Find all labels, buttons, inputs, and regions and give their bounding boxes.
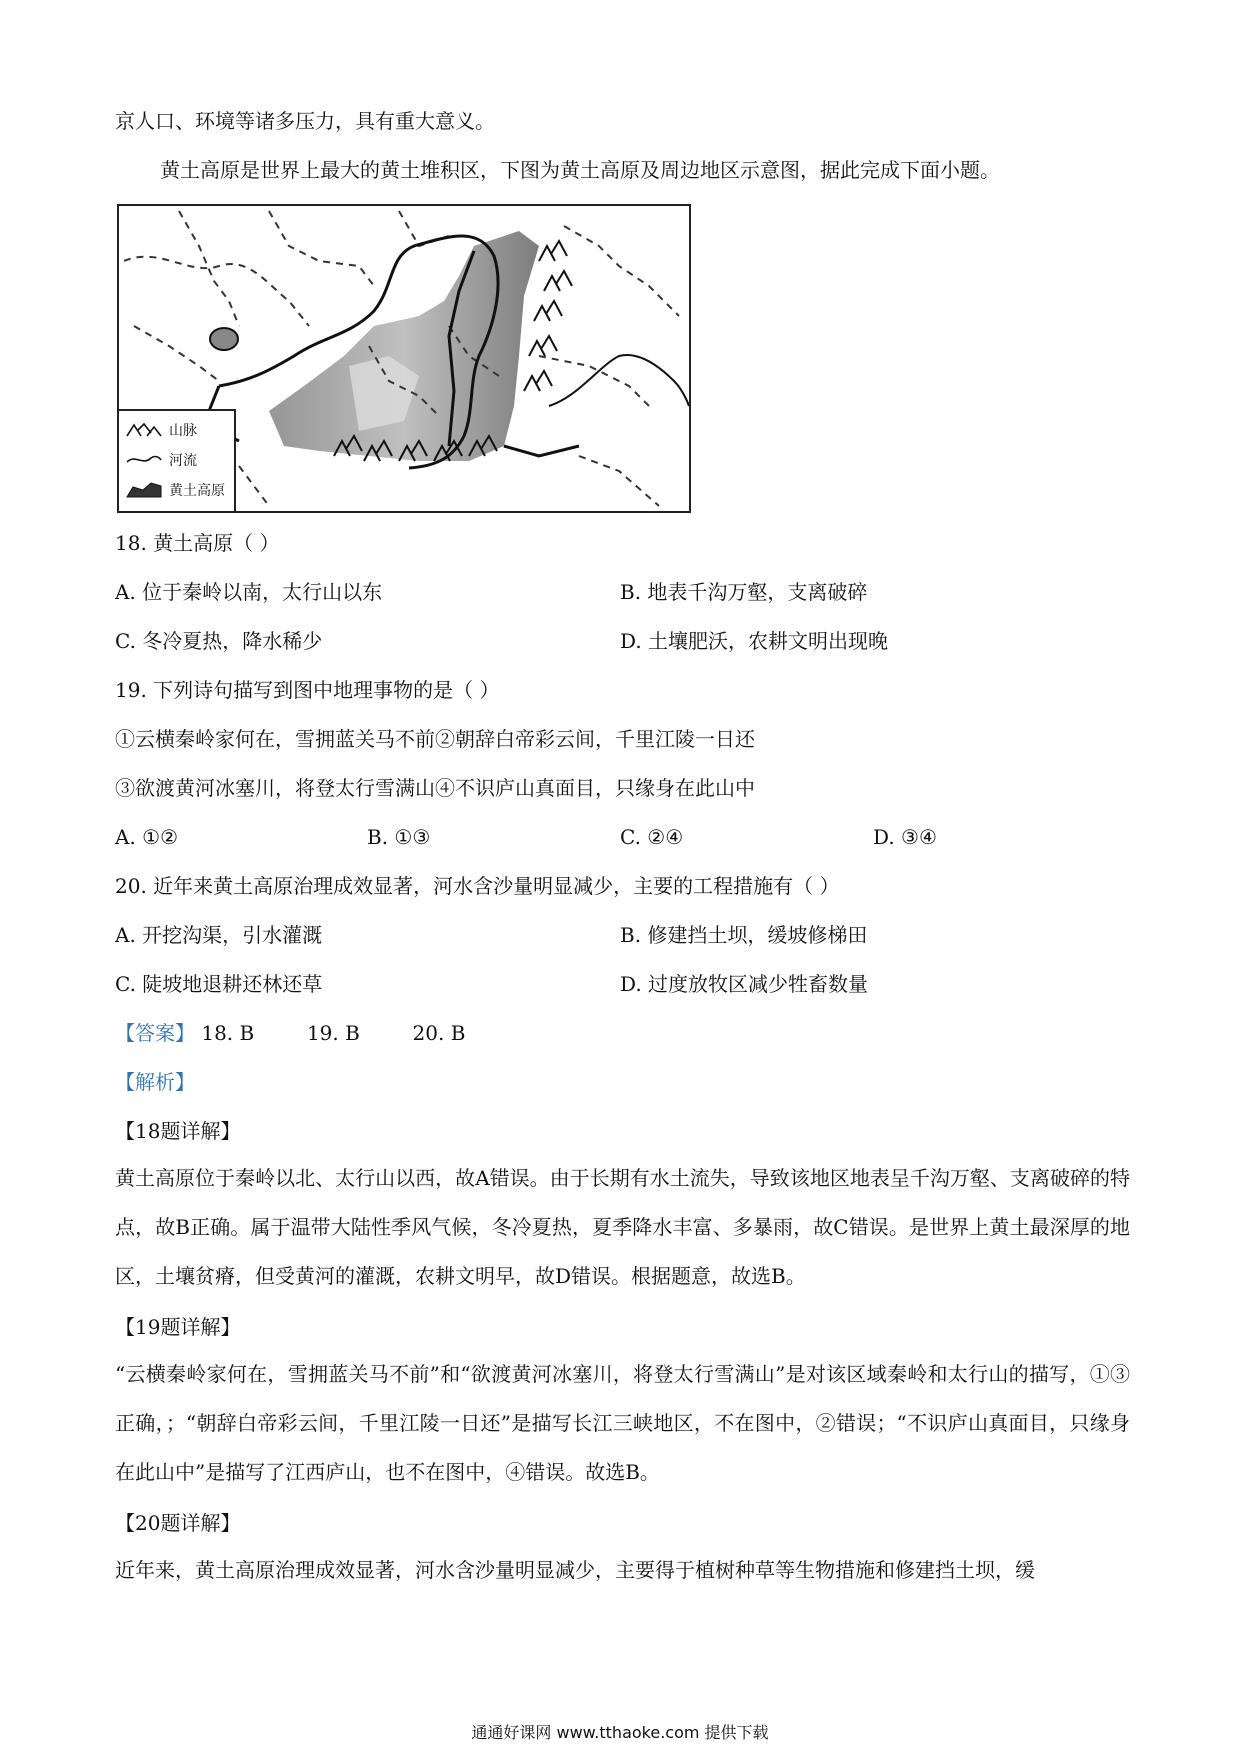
q20-option-a: A. 开挖沟渠，引水灌溉 (115, 923, 323, 947)
map-legend (119, 409, 236, 511)
answer-18: 18. B (201, 1021, 255, 1045)
legend-river-label: 河流 (169, 453, 197, 469)
detail-20-text: 近年来，黄土高原治理成效显著，河水含沙量明显减少，主要得于植树种草等生物措施和修建挡土坝，缓 (115, 1558, 1035, 1582)
q18-option-b: B. 地表千沟万壑，支离破碎 (620, 580, 868, 604)
q18-option-c: C. 冬冷夏热，降水稀少 (115, 629, 323, 653)
q18-option-a: A. 位于秦岭以南，太行山以东 (115, 580, 383, 604)
plateau-icon (125, 481, 163, 499)
page-footer: 通通好课网 www.tthaoke.com 提供下载 (471, 1723, 769, 1742)
mountain-symbol (539, 241, 567, 261)
q18-option-d: D. 土壤肥沃，农耕文明出现晚 (620, 629, 889, 653)
detail-18-text: 黄土高原位于秦岭以北、太行山以西，故A错误。由于长期有水土流失，导致该地区地表呈千沟万壑、支离破碎的特点，故B正确。属于温带大陆性季风气候，冬冷夏热，夏季降水丰富、多暴雨，故C错误。是世界上黄土最深厚的地区，土壤贫瘠，但受黄河的灌溉，农耕文明早，故D错误。根据题意，故选B。 (115, 1166, 1130, 1288)
q19-option-a: A. ①② (115, 825, 179, 849)
detail-19-title: 【19题详解】 (115, 1315, 241, 1339)
question-context: 黄土高原是世界上最大的黄土堆积区，下图为黄土高原及周边地区示意图，据此完成下面小题。 (160, 158, 1000, 182)
q19-poem-line-1: ①云横秦岭家何在，雪拥蓝关马不前②朝辞白帝彩云间，千里江陵一日还 (115, 727, 755, 751)
q20-option-d: D. 过度放牧区减少牲畜数量 (620, 972, 869, 996)
answer-19: 19. B (306, 1021, 360, 1045)
q19-poem-line-2: ③欲渡黄河冰塞川，将登太行雪满山④不识庐山真面目，只缘身在此山中 (115, 776, 755, 800)
legend-plateau (125, 479, 225, 501)
q20-option-b: B. 修建挡土坝，缓坡修梯田 (620, 923, 868, 947)
q20-stem: 20. 近年来黄土高原治理成效显著，河水含沙量明显减少，主要的工程措施有（ ） (115, 874, 840, 898)
answer-line (115, 1020, 465, 1046)
detail-19-text: “云横秦岭家何在，雪拥蓝关马不前”和“欲渡黄河冰塞川，将登太行雪满山”是对该区域秦岭和太行山的描写，①③正确，；“朝辞白帝彩云间，千里江陵一日还”是描写长江三峡地区，不在图中，②错误；“不识庐山真面目，只缘身在此山中”是描写了江西庐山，也不在图中，④错误。故选B。 (115, 1362, 1130, 1484)
mountain-icon (125, 422, 163, 438)
detail-20-title: 【20题详解】 (115, 1511, 241, 1535)
legend-mountain-label: 山脉 (169, 423, 197, 439)
mountain-symbol (529, 336, 557, 356)
q20-option-c: C. 陡坡地退耕还林还草 (115, 972, 323, 996)
mountain-symbol (524, 371, 552, 391)
answer-label: 【答案】 (115, 1021, 195, 1045)
mountain-symbol (544, 271, 572, 291)
legend-river (125, 449, 197, 471)
mountain-symbol (534, 301, 562, 321)
detail-18-title: 【18题详解】 (115, 1119, 241, 1143)
river-icon (125, 452, 163, 468)
q19-option-b: B. ①③ (367, 825, 431, 849)
loess-plateau-map (117, 204, 691, 513)
intro-tail: 京人口、环境等诸多压力，具有重大意义。 (115, 109, 495, 133)
q19-option-d: D. ③④ (873, 825, 937, 849)
q19-stem: 19. 下列诗句描写到图中地理事物的是（ ） (115, 678, 500, 702)
answer-20: 20. B (412, 1021, 466, 1045)
legend-mountain (125, 419, 197, 441)
q19-option-c: C. ②④ (620, 825, 684, 849)
legend-plateau-label: 黄土高原 (169, 483, 225, 499)
analysis-label: 【解析】 (115, 1070, 195, 1094)
q18-stem: 18. 黄土高原（ ） (115, 531, 280, 555)
